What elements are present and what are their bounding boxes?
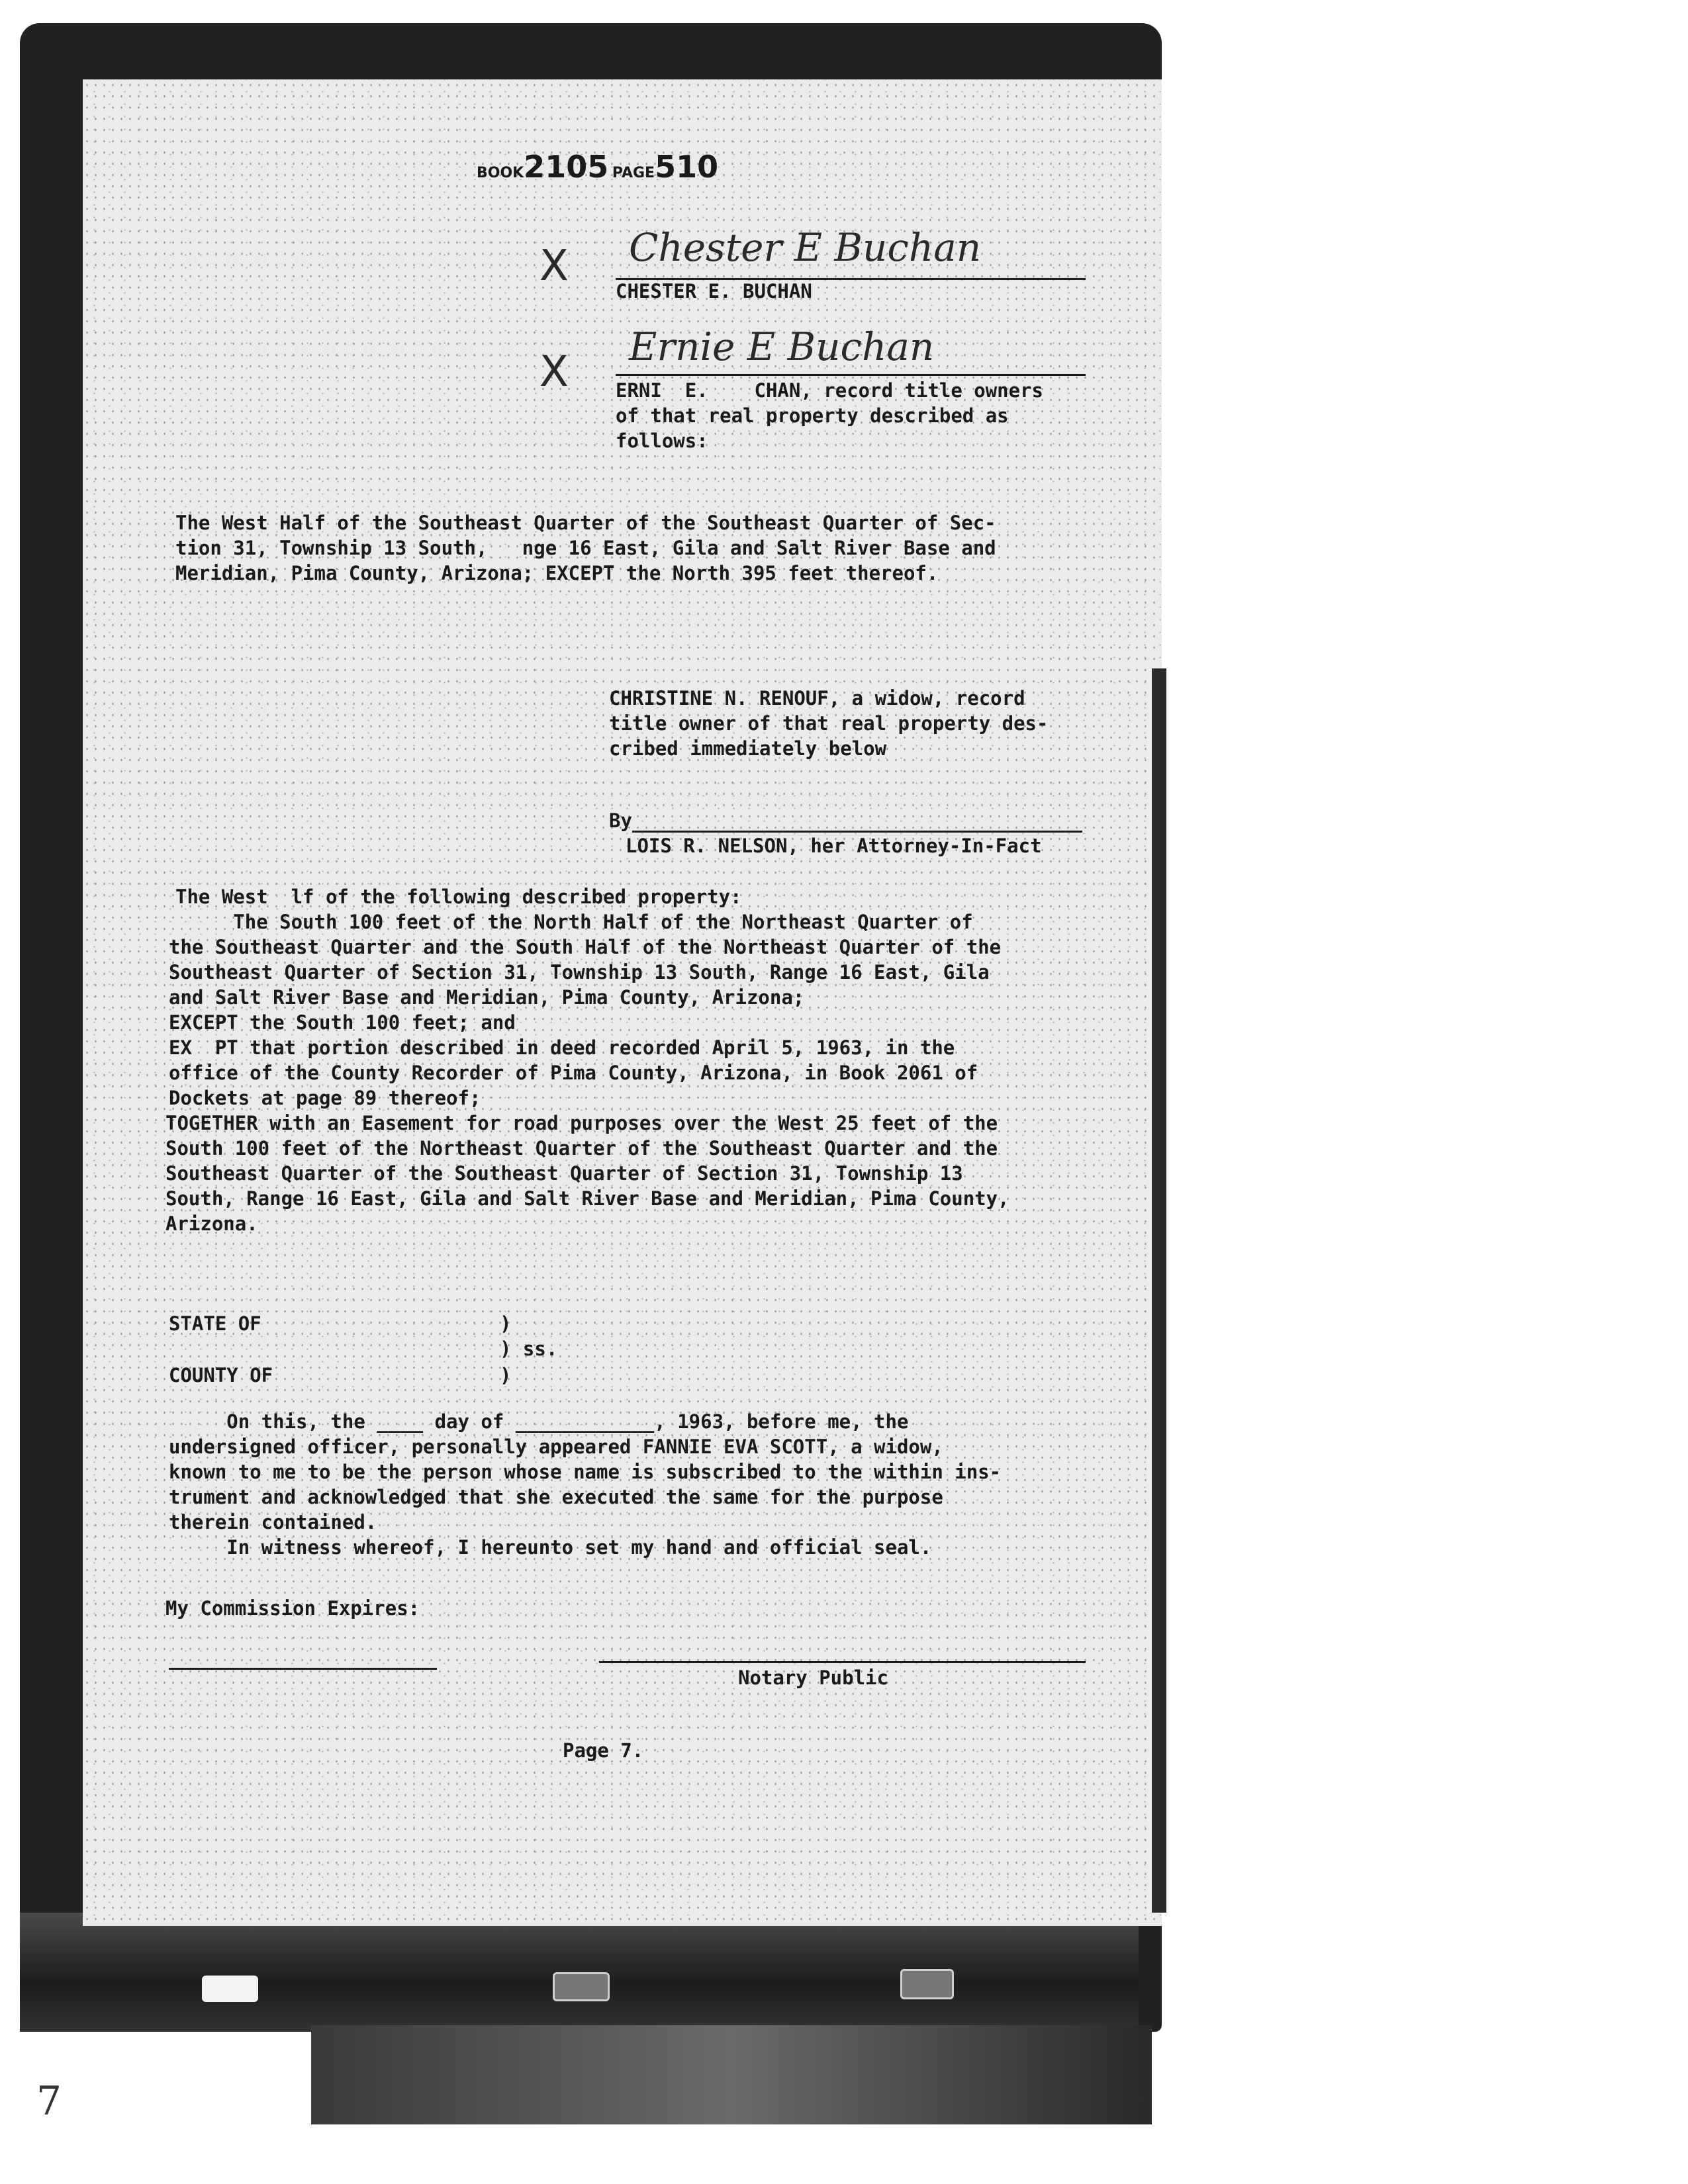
description1-line-2: tion 31, Township 13 South, nge 16 East, Gila and Salt River Base and	[175, 537, 996, 559]
description2-line-5: and Salt River Base and Meridian, Pima County, Arizona;	[169, 986, 805, 1009]
signature-chester: Chester E Buchan	[629, 225, 982, 270]
scan-slot-left	[202, 1976, 258, 2002]
ack-line-6: In witness whereof, I hereunto set my hand and official seal.	[169, 1536, 932, 1559]
venue-paren-3: )	[500, 1364, 512, 1387]
description2-line-10: TOGETHER with an Easement for road purposes over the West 25 feet of the	[165, 1112, 998, 1134]
description2-line-12: Southeast Quarter of the Southeast Quarter of Section 31, Township 13	[165, 1162, 963, 1185]
description2-line-9: Dockets at page 89 thereof;	[169, 1087, 481, 1109]
christine-line-1: CHRISTINE N. RENOUF, a widow, record	[609, 687, 1025, 709]
signer-name-chester: CHESTER E. BUCHAN	[616, 280, 812, 302]
description2-line-6: EXCEPT the South 100 feet; and	[169, 1011, 516, 1034]
ack-line-3: known to me to be the person whose name is subscribed to the within ins-	[169, 1461, 1002, 1483]
description2-line-8: office of the County Recorder of Pima County, Arizona, in Book 2061 of	[169, 1062, 978, 1084]
page-label: PAGE	[612, 165, 655, 181]
owners-line-2: of that real property described as	[616, 404, 1009, 427]
description2-line-1: The West lf of the following described property:	[175, 886, 742, 908]
commission-expires: My Commission Expires:	[165, 1597, 420, 1619]
description2-line-7: EX PT that portion described in deed recorded April 5, 1963, in the	[169, 1036, 955, 1059]
ack-line-4: trument and acknowledged that she executed the same for the purpose	[169, 1486, 943, 1508]
notary-line	[599, 1661, 1086, 1663]
ack-line-1: On this, the ____ day of ____________, 1963, before me, the	[169, 1410, 909, 1433]
signature-ernie: Ernie E Buchan	[629, 324, 935, 369]
attorney-name: LOIS R. NELSON, her Attorney-In-Fact	[626, 835, 1042, 857]
scan-slot-right	[900, 1969, 954, 1999]
scan-right-edge	[1152, 668, 1166, 1913]
signature-line-2	[616, 374, 1086, 376]
by-label: By	[609, 809, 632, 832]
ack-line-5: therein contained.	[169, 1511, 377, 1533]
book-number: 2105	[524, 149, 609, 185]
owners-line-3: follows:	[616, 430, 708, 452]
scan-bottom-strip	[311, 2025, 1152, 2124]
description2-line-11: South 100 feet of the Northeast Quarter of the Southeast Quarter and the	[165, 1137, 998, 1160]
venue-paren-1: )	[500, 1312, 512, 1335]
page-number: 510	[655, 149, 719, 185]
description2-line-14: Arizona.	[165, 1212, 258, 1235]
x-mark-1: X	[539, 242, 569, 291]
commission-line	[169, 1668, 437, 1670]
description2-line-3: the Southeast Quarter and the South Half of the Northeast Quarter of the	[169, 936, 1002, 958]
christine-line-2: title owner of that real property des-	[609, 712, 1049, 735]
christine-line-3: cribed immediately below	[609, 737, 887, 760]
notary-public: Notary Public	[738, 1666, 888, 1689]
ack-line-2: undersigned officer, personally appeared FANNIE EVA SCOTT, a widow,	[169, 1435, 943, 1458]
venue-state: STATE OF	[169, 1312, 261, 1335]
book-label: BOOK	[477, 165, 524, 181]
venue-paren-2: ) ss.	[500, 1338, 558, 1360]
description2-line-2: The South 100 feet of the North Half of the Northeast Quarter of	[175, 911, 973, 933]
page-number-label: Page 7.	[563, 1739, 644, 1762]
owners-line-1: ERNI E. CHAN, record title owners	[616, 379, 1044, 402]
x-mark-2: X	[539, 347, 569, 396]
venue-county: COUNTY OF	[169, 1364, 273, 1387]
description2-line-4: Southeast Quarter of Section 31, Township 13 South, Range 16 East, Gila	[169, 961, 990, 983]
book-page-stamp	[477, 149, 718, 185]
scan-slot-middle	[553, 1972, 610, 2001]
description1-line-3: Meridian, Pima County, Arizona; EXCEPT the North 395 feet thereof.	[175, 562, 939, 584]
stray-mark: 7	[36, 2078, 62, 2124]
description2-line-13: South, Range 16 East, Gila and Salt River Base and Meridian, Pima County,	[165, 1187, 1009, 1210]
description1-line-1: The West Half of the Southeast Quarter of the Southeast Quarter of Sec-	[175, 512, 996, 534]
